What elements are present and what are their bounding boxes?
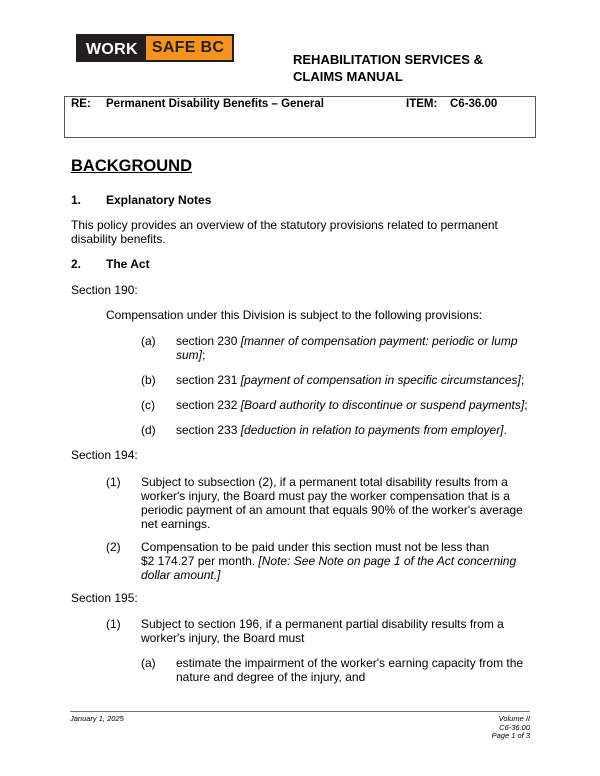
- sec195-sub-a-text: estimate the impairment of the worker's earning capacity from the nature and degree of the injury, and: [176, 656, 524, 684]
- section-2-title: The Act: [106, 257, 150, 271]
- section-190-label: Section 190:: [71, 283, 138, 297]
- logo-safebc-text: SAFE BC: [146, 34, 234, 62]
- sec194-item-2-text: Compensation to be paid under this section must not be less than $2 174.27 per month. [Note: See Note on page 1 of the Act concerning dollar amount.]: [141, 540, 517, 582]
- footer-info: [492, 715, 530, 741]
- footer-date: January 1, 2025: [70, 714, 124, 723]
- re-label: RE:: [71, 98, 91, 110]
- page-heading: BACKGROUND: [71, 157, 192, 175]
- sec194-item-1-label: (1): [106, 475, 121, 489]
- sec195-sub-a-label: (a): [141, 656, 156, 670]
- item-value: C6-36.00: [450, 98, 498, 110]
- section-190-intro: Compensation under this Division is subject to the following provisions:: [106, 308, 483, 322]
- sec194-item-1-text: Subject to subsection (2), if a permanent total disability results from a worker's injury, the Board must pay the worker compensation that is a periodic payment of an amount that equals 90% of the worker's average net earnings.: [141, 475, 523, 531]
- section-1-title: Explanatory Notes: [106, 193, 212, 207]
- section-1-text-line2: disability benefits.: [71, 232, 166, 246]
- re-subject: Permanent Disability Benefits – General: [106, 98, 324, 110]
- sec190-item-b-label: (b): [141, 373, 156, 387]
- section-1-number: 1.: [71, 193, 82, 207]
- manual-title: [293, 51, 483, 85]
- footer-item: C6-36.00: [499, 722, 530, 732]
- sec190-item-b-text: section 231 [payment of compensation in specific circumstances];: [176, 373, 525, 387]
- item-label: ITEM:: [406, 98, 438, 110]
- sec190-item-a-label: (a): [141, 334, 156, 348]
- footer-divider: [70, 711, 530, 712]
- sec190-item-a-text: section 230 [manner of compensation payment: periodic or lump: [176, 334, 518, 348]
- sec195-item-1-text: Subject to section 196, if a permanent partial disability results from a worker's injury, the Board must: [141, 617, 504, 645]
- sec190-item-c-text: section 232 [Board authority to discontinue or suspend payments];: [176, 398, 528, 412]
- sec190-item-c-label: (c): [141, 398, 155, 412]
- manual-title-line2: CLAIMS MANUAL: [293, 69, 403, 84]
- section-1-text-line1: This policy provides an overview of the statutory provisions related to permanent: [71, 218, 498, 232]
- sec190-item-d-text: section 233 [deduction in relation to payments from employer].: [176, 423, 507, 437]
- logo-work-text: WORK: [76, 34, 146, 62]
- section-195-label: Section 195:: [71, 591, 138, 605]
- sec190-item-d-label: (d): [141, 423, 156, 437]
- footer-page: Page 1 of 3: [491, 731, 530, 740]
- manual-title-line1: REHABILITATION SERVICES &: [293, 52, 483, 67]
- sec194-item-2-label: (2): [106, 540, 121, 554]
- section-194-label: Section 194:: [71, 448, 138, 462]
- worksafebc-logo: [76, 34, 234, 62]
- section-2-number: 2.: [71, 257, 82, 271]
- sec195-item-1-label: (1): [106, 617, 121, 631]
- sec190-item-a-text-line2: sum];: [176, 348, 206, 362]
- footer-volume: Volume II: [498, 714, 530, 723]
